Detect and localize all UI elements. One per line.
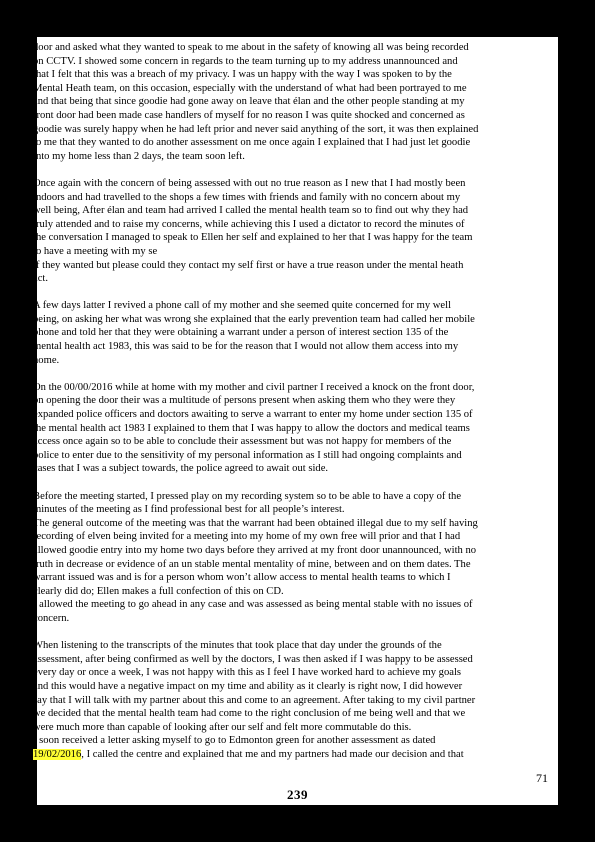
paragraph-gap (37, 476, 558, 490)
text-line: into my home less than 2 days, the team soon left. (33, 150, 245, 162)
paragraph-gap (37, 286, 558, 300)
text-line-rest: , I called the centre and explained that me and my partners had made our decision and that (81, 748, 464, 760)
text-line: allowed goodie entry into my home two days before they arrived at my front door unannounced, with no (33, 544, 477, 556)
text-line: if they wanted but please could they contact my self first or have a true reason under the mental heath (33, 259, 464, 271)
text-line: A few days latter I revived a phone call of my mother and she seemed quite concerned for my well (33, 300, 452, 312)
text-line: every day or once a week, I was not happy with this as I feel I have worked hard to achieve my goals (33, 667, 462, 679)
paragraph-gap (37, 626, 558, 640)
text-line: truth in decrease or evidence of an un stable mental mentality of mine, between and on them dates. The (33, 558, 471, 570)
text-line: expanded police officers and doctors awaiting to serve a warrant to enter my home under section 135 of (33, 409, 473, 421)
bates-stamp: 239 (287, 787, 308, 802)
text-line: and that being that since goodie had gone away on leave that élan and the other people standing at my (33, 96, 465, 108)
text-line: on CCTV. I showed some concern in regards to the team turning up to my address unannounced and (33, 55, 458, 67)
text-line: phone and told her that they were obtaining a warrant under a person of interest section 135 of the (33, 327, 449, 339)
text-line: that I felt that this was a breach of my privacy. I was un happy with the way I was spoken to by the (33, 69, 452, 81)
text-line: to have a meeting with my se (33, 245, 158, 257)
text-line: well being, After élan and team had arrived I called the mental health team so to find out why they had (33, 205, 469, 217)
text-line: recording of elven being invited for a meeting into my home of my own free will prior and that I had (33, 531, 461, 543)
text-line: Mental Heath team, on this occasion, especially with the understand of what had been portrayed to me (33, 82, 467, 94)
text-line: door and asked what they wanted to speak to me about in the safety of knowing all was being recorded (33, 42, 469, 53)
text-line: the conversation I managed to speak to Ellen her self and explained to her that I was happy for the team (33, 232, 473, 244)
text-line: warrant issued was and is for a person whom won’t allow access to mental health teams to which I (33, 572, 451, 584)
document-body (33, 41, 558, 761)
text-line: police to enter due to the sensitivity of my personal information as I still had ongoing complaints and (33, 449, 462, 461)
paragraph-gap (37, 163, 558, 177)
text-line: the mental health act 1983 I explained to them that I was happy to allow the doctors and medical teams (33, 422, 470, 434)
text-line: On the 00/00/2016 while at home with my mother and civil partner I received a knock on the front door, (33, 381, 475, 393)
text-line: were much more than capable of looking after our self and felt more commutable do this. (33, 721, 412, 733)
text-line: assessment, after being confirmed as well by the doctors, I was then asked if I was happy to be assessed (33, 653, 473, 665)
text-line: cases that I was a subject towards, the police agreed to await out side. (33, 463, 329, 475)
text-line: When listening to the transcripts of the minutes that took place that day under the grounds of the (33, 640, 442, 652)
text-line: say that I will talk with my partner about this and come to an agreement. After taking to my civil partner (33, 694, 476, 706)
text-line: being, on asking her what was wrong she explained that the early prevention team had called her mobile (33, 313, 475, 325)
text-line: we decided that the mental health team had come to the right conclusion of me being well and that we (33, 708, 466, 720)
text-line: I soon received a letter asking myself to go to Edmonton green for another assessment as dated (33, 735, 436, 747)
highlighted-date: 19/02/2016 (33, 748, 82, 760)
paragraph-gap (37, 367, 558, 381)
text-line: act. (33, 273, 48, 285)
text-line: mental health act 1983, this was said to be for the reason that I would not allow them access into my (33, 341, 459, 353)
text-line: I allowed the meeting to go ahead in any case and was assessed as being mental stable with no issues of (33, 599, 473, 611)
text-line: home. (33, 354, 60, 366)
text-line: Before the meeting started, I pressed play on my recording system so to be able to have a copy of the (33, 490, 462, 502)
page-number: 71 (536, 771, 548, 785)
text-line: concern. (33, 612, 70, 624)
text-line: and this would have a negative impact on my time and ability as it clearly is right now, I did however (33, 680, 463, 692)
document-page (33, 37, 558, 805)
text-line: front door had been made case handlers of myself for no reason I was quite shocked and concerned as (33, 109, 465, 121)
text-line: on opening the door their was a multitude of persons present when asking them who they were they (33, 395, 456, 407)
text-line: access once again so to be able to conclude their assessment but was not happy for members of the (33, 436, 452, 448)
text-line (33, 748, 558, 762)
text-line: truly attended and to raise my concerns, while achieving this I used a dictator to record the minutes of (33, 218, 465, 230)
text-line: The general outcome of the meeting was that the warrant had been obtained illegal due to my self having (33, 517, 478, 529)
text-line: minutes of the meeting as I find professional best for all people’s interest. (33, 504, 345, 516)
text-line: goodie was surely happy when he had left prior and never said anything of the sort, it was then explained (33, 123, 479, 135)
text-line: clearly did do; Ellen makes a full confection of this on CD. (33, 585, 284, 597)
text-line: to me that they wanted to do another assessment on me once again I explained that I had just let goodie (33, 137, 471, 149)
text-line: Once again with the concern of being assessed with out no true reason as I new that I had mostly been (33, 177, 466, 189)
text-line: indoors and had travelled to the shops a few times with friends and family with no concern about my (33, 191, 461, 203)
